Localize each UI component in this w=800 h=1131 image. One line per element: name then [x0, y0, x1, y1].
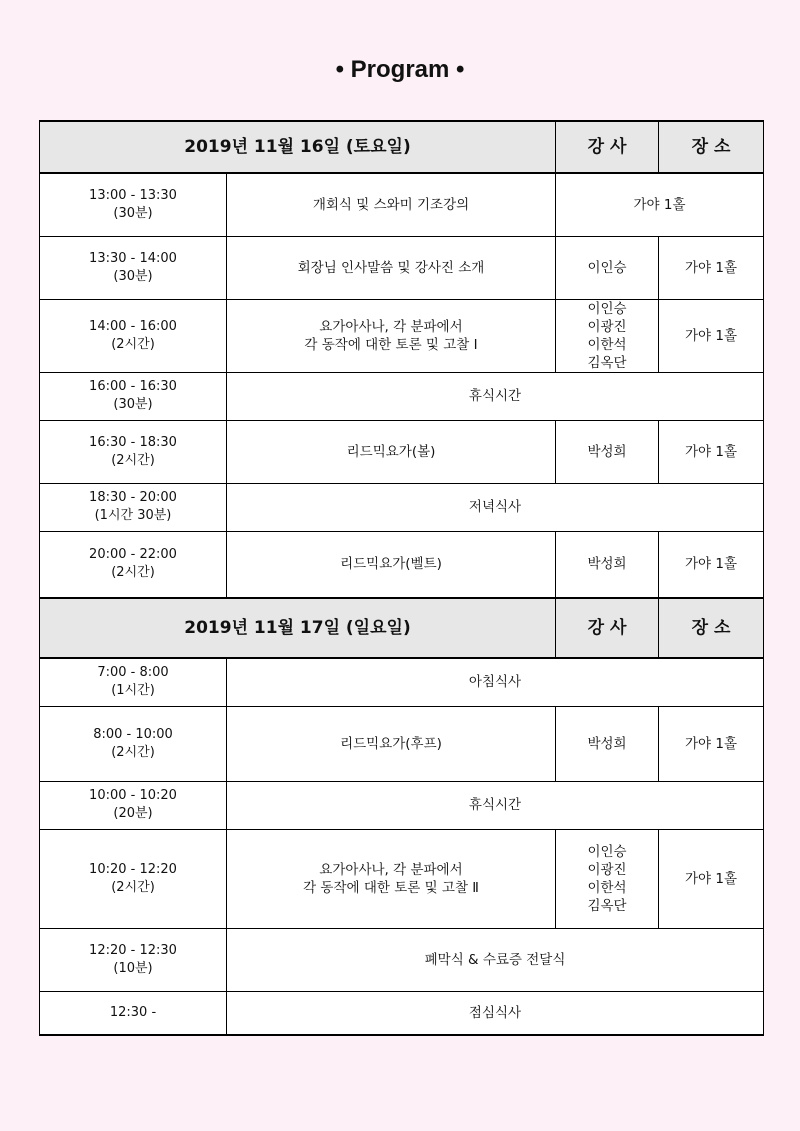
instructor-name: 김옥단 [587, 354, 627, 371]
program-cell: 리드믹요가(후프) [227, 706, 556, 781]
program-cell: 회장님 인사말씀 및 강사진 소개 [227, 236, 556, 299]
duration: (2시간) [111, 565, 155, 581]
page-title: • Program • [335, 56, 465, 83]
program-cell: 폐막식 & 수료증 전달식 [227, 928, 764, 991]
instructor-name: 이한석 [587, 336, 627, 353]
duration: (1시간) [111, 683, 155, 699]
program-line: 요가아사나, 각 분파에서 [319, 318, 463, 335]
duration: (30분) [113, 205, 153, 221]
instructor-cell: 박성희 [556, 420, 659, 483]
time-range: 16:00 - 16:30 [89, 379, 177, 394]
instructor-cell: 박성희 [556, 531, 659, 598]
time-cell [40, 781, 227, 829]
time-cell [40, 531, 227, 598]
venue-cell: 가야 1홀 [659, 829, 764, 928]
venue-cell: 가야 1홀 [659, 420, 764, 483]
instructor-cell [556, 299, 659, 372]
time-cell [40, 173, 227, 236]
duration: (2시간) [111, 336, 155, 352]
table-row [40, 706, 764, 781]
duration: (10분) [113, 960, 153, 976]
time-cell [40, 236, 227, 299]
table-row [40, 420, 764, 483]
duration: (1시간 30분) [94, 508, 172, 523]
day2-header-row [40, 598, 764, 658]
duration: (30분) [113, 268, 153, 284]
day1-date: 2019년 11월 16일 (토요일) [40, 121, 556, 173]
table-row [40, 299, 764, 372]
instructor-name: 이인승 [587, 300, 627, 317]
instructor-name: 이광진 [587, 861, 627, 878]
table-row [40, 483, 764, 531]
instructor-header: 강 사 [556, 598, 659, 658]
program-cell [227, 829, 556, 928]
time-cell [40, 299, 227, 372]
instructor-name: 이인승 [587, 843, 627, 860]
time-range: 12:20 - 12:30 [89, 942, 177, 958]
program-cell: 휴식시간 [227, 372, 764, 420]
program-cell: 아침식사 [227, 658, 764, 706]
instructor-header: 강 사 [556, 121, 659, 173]
program-line: 각 동작에 대한 토론 및 고찰 Ⅰ [304, 336, 478, 353]
program-cell: 저녁식사 [227, 483, 764, 531]
duration: (2시간) [111, 452, 155, 468]
time-range: 8:00 - 10:00 [93, 726, 173, 742]
table-row [40, 372, 764, 420]
time-range: 16:30 - 18:30 [89, 434, 177, 450]
venue-cell: 가야 1홀 [659, 706, 764, 781]
program-cell: 점심식사 [227, 991, 764, 1035]
day1-header-row [40, 121, 764, 173]
time-range: 10:00 - 10:20 [89, 788, 177, 803]
venue-cell: 가야 1홀 [659, 531, 764, 598]
time-cell [40, 483, 227, 531]
table-row [40, 658, 764, 706]
time-range: 13:00 - 13:30 [89, 187, 177, 203]
program-table [39, 120, 764, 1036]
table-row [40, 173, 764, 236]
instructor-cell [556, 829, 659, 928]
table-row [40, 991, 764, 1035]
program-line: 요가아사나, 각 분파에서 [319, 861, 463, 878]
time-range: 13:30 - 14:00 [89, 250, 177, 266]
duration: (20분) [113, 806, 153, 821]
table-row [40, 928, 764, 991]
venue-cell: 가야 1홀 [556, 173, 764, 236]
time-range: 18:30 - 20:00 [89, 490, 177, 505]
duration: (2시간) [111, 879, 155, 895]
duration: (30분) [113, 397, 153, 412]
time-cell [40, 991, 227, 1035]
table-row [40, 829, 764, 928]
venue-header: 장 소 [659, 121, 764, 173]
duration: (2시간) [111, 744, 155, 760]
time-cell [40, 658, 227, 706]
program-cell: 리드믹요가(볼) [227, 420, 556, 483]
program-cell [227, 299, 556, 372]
time-cell [40, 928, 227, 991]
time-range: 10:20 - 12:20 [89, 861, 177, 877]
time-cell [40, 706, 227, 781]
time-cell [40, 420, 227, 483]
table-row [40, 236, 764, 299]
venue-header: 장 소 [659, 598, 764, 658]
program-cell: 휴식시간 [227, 781, 764, 829]
day2-date: 2019년 11월 17일 (일요일) [40, 598, 556, 658]
instructor-cell: 박성희 [556, 706, 659, 781]
instructor-name: 김옥단 [587, 897, 627, 914]
program-line: 각 동작에 대한 토론 및 고찰 Ⅱ [303, 879, 479, 896]
time-cell [40, 372, 227, 420]
time-range: 14:00 - 16:00 [89, 318, 177, 334]
instructor-name: 이한석 [587, 879, 627, 896]
venue-cell: 가야 1홀 [659, 299, 764, 372]
program-cell: 리드믹요가(벨트) [227, 531, 556, 598]
table-row [40, 781, 764, 829]
table-row [40, 531, 764, 598]
instructor-name: 이광진 [587, 318, 627, 335]
venue-cell: 가야 1홀 [659, 236, 764, 299]
time-range: 7:00 - 8:00 [97, 665, 169, 681]
time-range: 20:00 - 22:00 [89, 547, 177, 563]
time-cell [40, 829, 227, 928]
program-cell: 개회식 및 스와미 기조강의 [227, 173, 556, 236]
time-range: 12:30 - [109, 1004, 157, 1020]
instructor-cell: 이인승 [556, 236, 659, 299]
